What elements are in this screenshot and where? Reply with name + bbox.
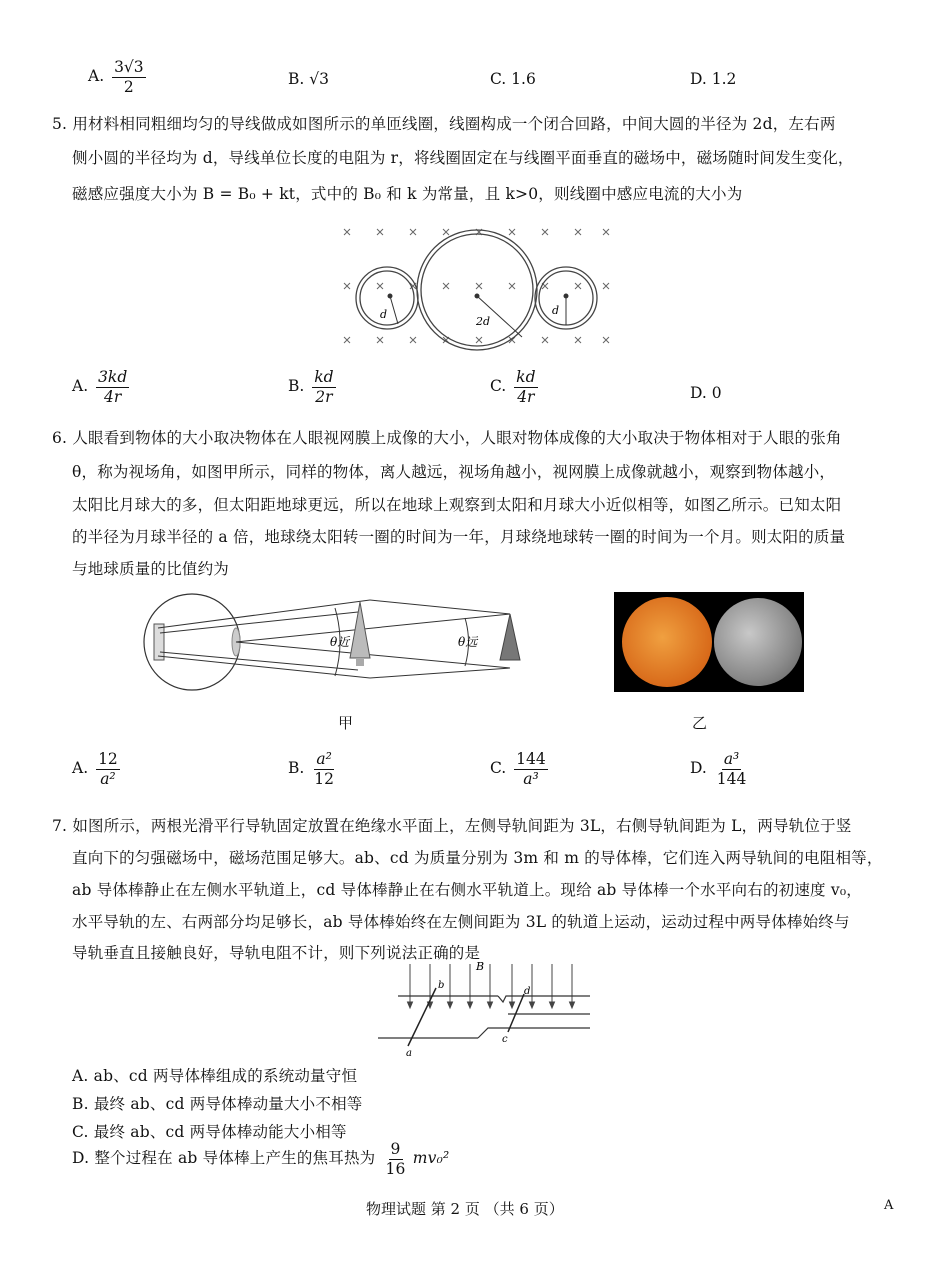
- q7-stem-line5: 导轨垂直且接触良好，导轨电阻不计，则下列说法正确的是: [72, 944, 481, 962]
- q6-option-c: C. $\frac{144}{\text{a³}}$: [490, 750, 546, 788]
- field-cross: [443, 283, 449, 289]
- field-cross: [575, 283, 581, 289]
- q6-stem-line4: 的半径为月球半径的 a 倍，地球绕太阳转一圈的时间为一年，月球绕地球转一圈的时间为一个月。则太阳的质量: [72, 528, 846, 546]
- q7-stem-line4: 水平导轨的左、右两部分均足够长，ab 导体棒始终在左侧间距为 3L 的轨道上运动，运动过程中两导体棒始终与: [72, 913, 850, 931]
- q7-option-b: B. 最终 ab、cd 两导体棒动量大小不相等: [72, 1095, 363, 1113]
- q7-stem-line3: ab 导体棒静止在左侧水平轨道上，cd 导体棒静止在右侧水平轨道上。现给 ab 导体棒一个水平向右的初速度 v₀，: [72, 881, 862, 899]
- field-cross: [377, 283, 383, 289]
- field-cross: [344, 229, 350, 235]
- q6-option-b: B. $\frac{\text{a²}}{12}$: [288, 750, 334, 788]
- q7-option-a: A. ab、cd 两导体棒组成的系统动量守恒: [72, 1067, 358, 1085]
- q6-option-a: A. $\frac{12}{\text{a²}}$: [72, 750, 118, 788]
- field-cross: [509, 229, 515, 235]
- q4-option-b: B. √3: [288, 70, 329, 88]
- field-cross: [377, 229, 383, 235]
- field-cross: [377, 337, 383, 343]
- small-radius-label: d: [380, 308, 388, 321]
- q5-stem-line1: 5. 用材料相同粗细均匀的导线做成如图所示的单匝线圈，线圈构成一个闭合回路，中间大圆的半径为 2d，左右两: [52, 115, 836, 133]
- coil-figure: [330, 222, 620, 352]
- q7-option-c: C. 最终 ab、cd 两导体棒动能大小相等: [72, 1123, 347, 1141]
- q6-stem-line3: 太阳比月球大的多，但太阳距地球更远，所以在地球上观察到太阳和月球大小近似相等，如图乙所示。已知太阳: [72, 496, 842, 514]
- rod-cd: [508, 994, 524, 1032]
- coil: [356, 230, 597, 350]
- field-arrowhead: [408, 1002, 413, 1008]
- q6-stem-line1: 6. 人眼看到物体的大小取决物体在人眼视网膜上成像的大小，人眼对物体成像的大小取决于物体相对于人眼的张角: [52, 429, 842, 447]
- q5-option-d: D. 0: [690, 384, 722, 402]
- q4-option-c: C. 1.6: [490, 70, 536, 88]
- q6-stem-line2: θ，称为视场角，如图甲所示，同样的物体，离人越远，视场角越小，视网膜上成像就越小，观察到物体越小，: [72, 463, 836, 481]
- q7-stem-line2: 直向下的匀强磁场中，磁场范围足够大。ab、cd 为质量分别为 3m 和 m 的导体棒，它们连入两导轨间的电阻相等，: [72, 849, 883, 867]
- field-cross: [509, 283, 515, 289]
- field-arrowhead: [468, 1002, 473, 1008]
- theta-far-label: θ远: [458, 635, 478, 649]
- label-B: B: [476, 960, 485, 973]
- rails-figure: [378, 958, 590, 1058]
- field-arrowhead: [510, 1002, 515, 1008]
- sun-moon-photo: [614, 592, 804, 692]
- theta-near-label: θ近: [330, 635, 350, 649]
- field-cross: [344, 283, 350, 289]
- q5-option-b: B. $\frac{kd}{2r}$: [288, 368, 334, 406]
- eye-diagram: [140, 588, 530, 698]
- field-cross: [603, 229, 609, 235]
- fraction: $\frac{12}{\text{a²}}$: [98, 750, 118, 788]
- field-cross: [476, 337, 482, 343]
- fraction: $\frac{kd}{4r}$: [516, 368, 536, 406]
- q5-option-a: A. $\frac{3kd}{4r}$: [72, 368, 128, 406]
- q6-option-d: D. $\frac{\text{a³}}{144}$: [690, 750, 747, 788]
- caption-jia: 甲: [338, 714, 354, 732]
- q5-stem-line2: 侧小圆的半径均为 d，导线单位长度的电阻为 r，将线圈固定在与线圈平面垂直的磁场中，磁场随时间发生变化，: [72, 149, 854, 167]
- label-d: d: [524, 986, 531, 997]
- field-cross: [344, 337, 350, 343]
- fraction: $\frac{144}{\text{a³}}$: [516, 750, 546, 788]
- rod-ab: [408, 988, 436, 1046]
- fraction: $\frac{3√3}{2}$: [114, 58, 144, 96]
- fraction: $\frac{3kd}{4r}$: [98, 368, 128, 406]
- fraction: $\frac{\text{a²}}{12}$: [314, 750, 334, 788]
- fraction: $\frac{kd}{2r}$: [314, 368, 334, 406]
- field-cross: [542, 337, 548, 343]
- field-cross: [575, 337, 581, 343]
- fraction: $\frac{9}{16}$: [385, 1140, 406, 1178]
- field-arrowhead: [570, 1002, 575, 1008]
- field-cross: [443, 229, 449, 235]
- big-radius-label: 2d: [476, 315, 491, 328]
- q7-stem-line1: 7. 如图所示，两根光滑平行导轨固定放置在绝缘水平面上，左侧导轨间距为 3L，右侧导轨间距为 L，两导轨位于竖: [52, 817, 852, 835]
- sun-image: [622, 597, 712, 687]
- field-cross: [575, 229, 581, 235]
- far-tree: [500, 614, 520, 660]
- fraction: $\frac{\text{a³}}{144}$: [716, 750, 747, 788]
- field-arrowhead: [488, 1002, 493, 1008]
- field-cross: [603, 337, 609, 343]
- q5-stem-line3: 磁感应强度大小为 B = B₀ + kt，式中的 B₀ 和 k 为常量，且 k>0，则线圈中感应电流的大小为: [72, 185, 743, 203]
- page-footer: 物理试题 第 2 页 （共 6 页）: [366, 1200, 564, 1218]
- field-arrowhead: [550, 1002, 555, 1008]
- retina-image: [154, 624, 164, 660]
- q4-option-d: D. 1.2: [690, 70, 737, 88]
- field-arrows: [408, 964, 575, 1008]
- q5-option-c: C. $\frac{kd}{4r}$: [490, 368, 536, 406]
- field-cross: [542, 229, 548, 235]
- version-label: A: [884, 1198, 894, 1213]
- label-b: b: [438, 980, 445, 991]
- field-arrowhead: [530, 1002, 535, 1008]
- q6-stem-line5: 与地球质量的比值约为: [72, 560, 230, 578]
- caption-yi: 乙: [692, 714, 708, 732]
- field-arrowhead: [448, 1002, 453, 1008]
- field-cross: [476, 283, 482, 289]
- moon-image: [714, 598, 802, 686]
- q4-option-a: A. $\frac{3√3}{2}$: [88, 58, 144, 96]
- small-radius-label: d: [552, 304, 560, 317]
- field-cross: [410, 229, 416, 235]
- field-cross: [410, 337, 416, 343]
- label-c: c: [502, 1034, 508, 1045]
- label-a: a: [406, 1048, 412, 1058]
- field-cross: [603, 283, 609, 289]
- q7-option-d: D. 整个过程在 ab 导体棒上产生的焦耳热为 $\frac{9}{16}$ mv₀²: [72, 1140, 450, 1178]
